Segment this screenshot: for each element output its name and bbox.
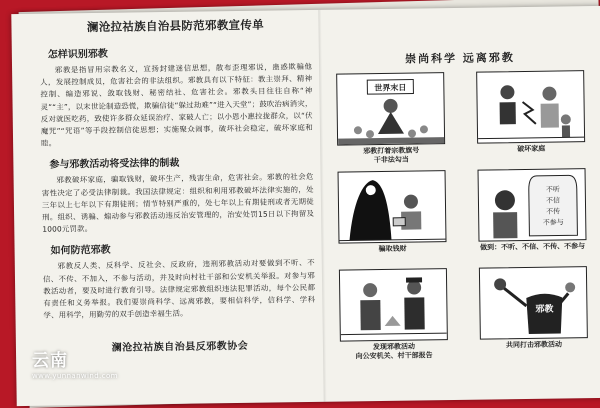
cult-leader-cartoon-image [336, 72, 445, 146]
cartoon-panel-3 [333, 170, 452, 268]
cult-label: 邪教 [535, 304, 554, 315]
section-heading-identify: 怎样识别邪教 [47, 48, 108, 61]
poster-column [325, 12, 598, 366]
broken-family-cartoon-image [476, 70, 585, 144]
panel-4-caption: 做到：不听、不信、不传、不参与 [480, 242, 586, 252]
section-body-identify: 邪教是指冒用宗教名义，宣扬封建迷信思想，散布歪理邪说，蛊惑欺骗他人，发展控制成员，危害社会的非法组织。邪教具有以下特征：教主崇拜、精神控制、编造邪说、敛取钱财、秘密结社、危害社会。邪教头目往往自称“神灵”“主”，以末世论制造恐慌，欺骗信徒“躲过劫难”“进入天堂”；鼓吹治病消灾，反对就医吃药，致使许多群众延误治疗、家破人亡；以小恩小惠拉拢群众，以“伏魔咒”“咒语”等手段控制信徒思想；实施聚众闹事，破坏社会稳定，破坏家庭和睦。 [40, 61, 313, 148]
refuse-line-2: 不信 [545, 196, 561, 205]
watermark-logo-text: 云南 [32, 351, 68, 371]
refuse-line-4: 不参与 [542, 218, 564, 227]
cartoon-panel-2 [471, 70, 590, 168]
section-body-prevent: 邪教反人类、反科学、反社会、反政府，违刑邪教活动对要做到不听、不信、不传、不加入，不参与活动，并及时向村社干部和公安机关举报。对参与邪教活动者，要及时进行教育引导。法律规定邪教组织违法犯罪活动，每个公民都有责任和义务举报。我们要崇尚科学、远离邪教，要相信科学，信科学、学科学、用科学，用勤劳的双手创造幸福生活。 [42, 258, 316, 320]
poster-title: 崇尚科学 远离邪教 [404, 51, 515, 66]
panel-1-caption: 邪教打着宗教旗号 干非法勾当 [363, 146, 420, 165]
site-watermark [32, 346, 118, 380]
report-to-police-cartoon-image [339, 268, 448, 342]
panel-6-caption: 共同打击邪教活动 [505, 340, 563, 350]
section-body-law: 邪教破坏家庭，骗取钱财，破坏生产，残害生命，危害社会。邪教的社会危害性决定了必受法律制裁。我国法律规定：组织和利用邪教破坏法律实施的，处三年以上七年以下有期徒刑；情节特别严重的，处七年以上有期徒刑或者无期徒刑。组织、诱骗、煽动参与邪教活动违反治安管理的，治安处罚15日以下拘留及1000元罚款。 [41, 172, 315, 234]
watermark-url: www.yunnanwind.com [32, 372, 118, 380]
refuse-cult-cartoon-image [478, 168, 587, 242]
cartoon-panel-1 [331, 72, 450, 170]
cartoon-panel-6 [474, 266, 593, 364]
panel-2-caption: 破坏家庭 [517, 144, 546, 154]
money-fraud-cartoon-image [338, 170, 447, 244]
text-column [39, 16, 316, 355]
doomsday-sign: 世界末日 [374, 83, 407, 93]
organization-signature: 澜沧拉祜族自治县反邪教协会 [111, 341, 249, 355]
document-title: 澜沧拉祜族自治县防范邪教宣传单 [86, 17, 265, 35]
cartoon-grid [326, 70, 598, 366]
section-heading-law: 参与邪教活动将受法律的制裁 [49, 158, 180, 172]
refuse-line-3: 不传 [546, 207, 561, 216]
cartoon-panel-4 [473, 168, 592, 266]
refuse-line-1: 不听 [545, 185, 560, 194]
section-heading-prevent: 如何防范邪教 [50, 245, 111, 258]
cartoon-panel-5 [334, 268, 453, 366]
fight-cult-cartoon-image [479, 266, 588, 340]
panel-5-caption: 发现邪教活动 向公安机关、村干部报告 [355, 342, 433, 361]
panel-3-caption: 骗取钱财 [378, 244, 407, 254]
